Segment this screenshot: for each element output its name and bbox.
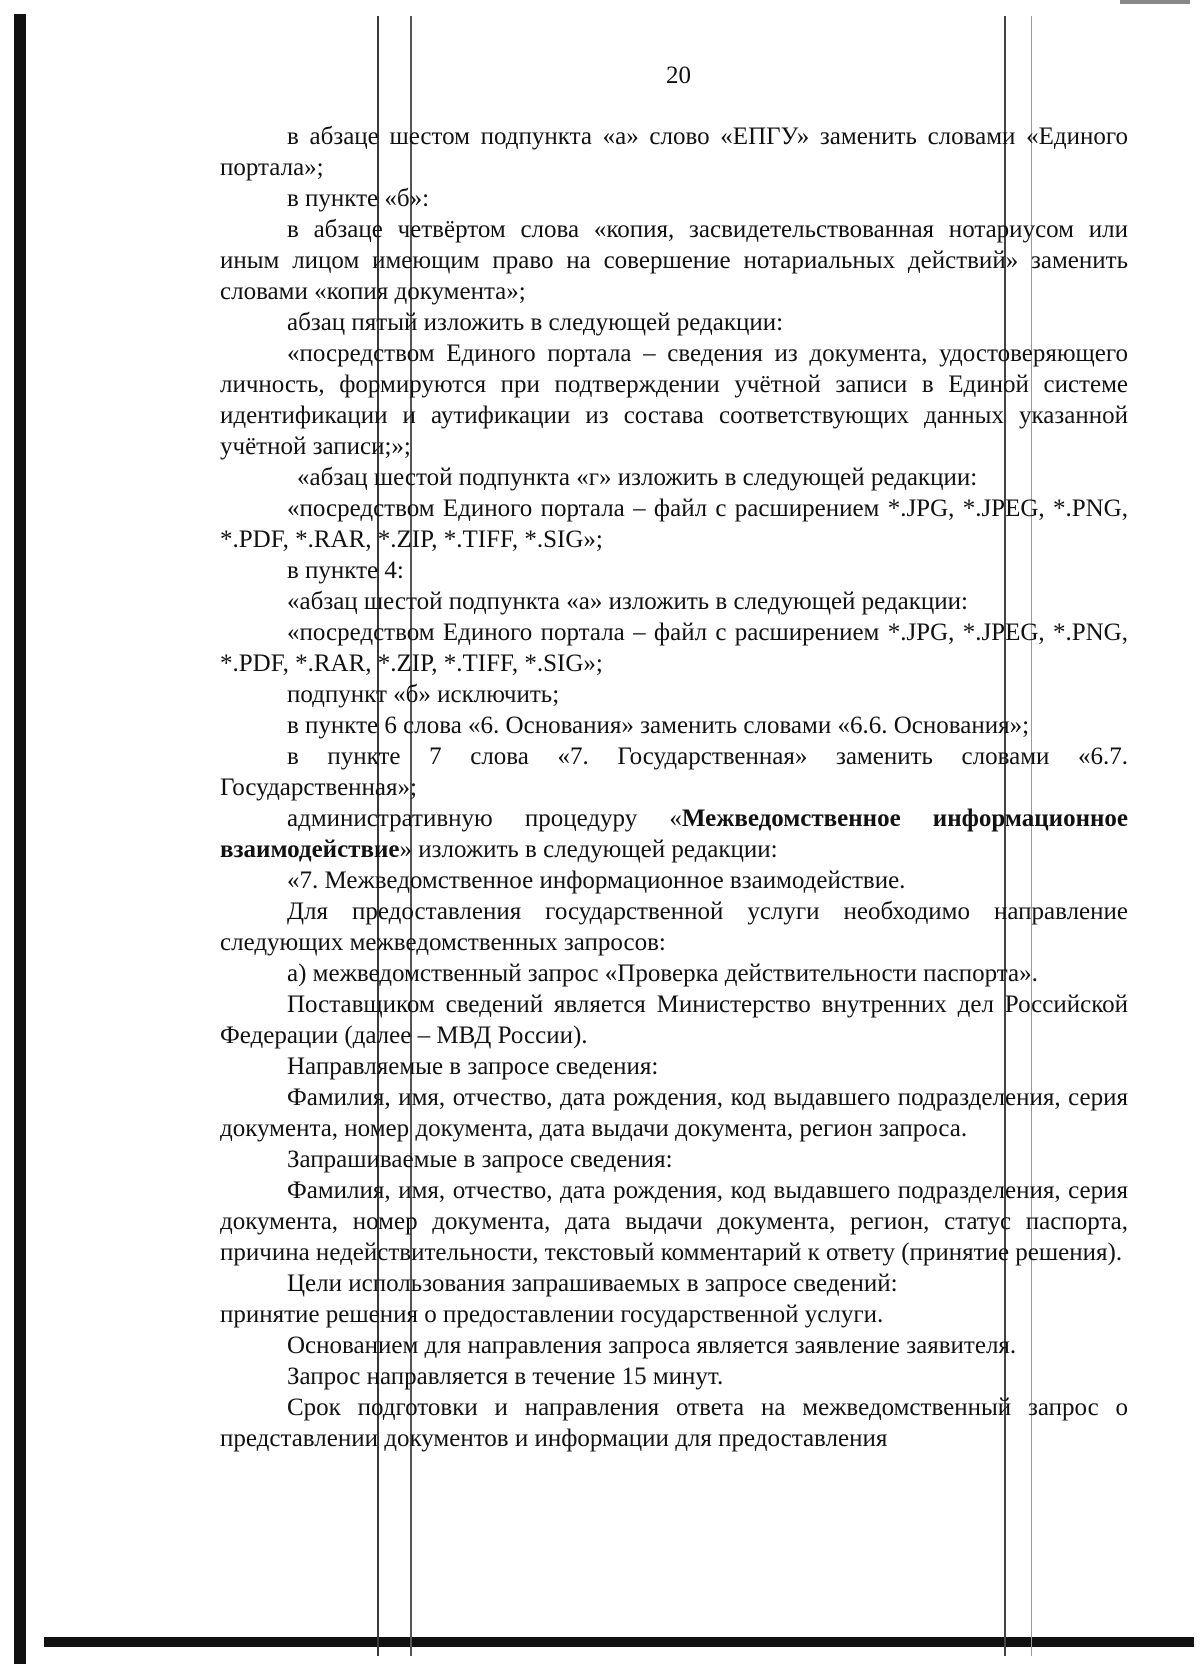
- bold-procedure-name: Межведомственное информационное взаимодействие: [220, 805, 1128, 863]
- paragraph-text: » изложить в следующей редакции:: [399, 836, 778, 863]
- scan-corner-mark: [1120, 0, 1190, 4]
- paragraph: «абзац шестой подпункта «а» изложить в следующей редакции:: [287, 588, 968, 615]
- paragraph: «7. Межведомственное информационное взаимодействие.: [287, 867, 906, 894]
- paragraph: «абзац шестой подпункта «г» изложить в следующей редакции:: [297, 464, 978, 491]
- paragraph: в пункте 4:: [287, 557, 404, 584]
- paragraph: Фамилия, имя, отчество, дата рождения, код выдавшего подразделения, серия документа, номер документа, дата выдачи документа, регион, статус паспорта, причина недействительности, текстовый комментарий к ответу (принятие решения).: [220, 1177, 1128, 1266]
- paragraph: в абзаце шестом подпункта «а» слово «ЕПГУ» заменить словами «Единого портала»;: [220, 123, 1128, 181]
- paragraph: подпункт «б» исключить;: [287, 681, 560, 708]
- paragraph: «посредством Единого портала – файл с расширением *.JPG, *.JPEG, *.PNG, *.PDF, *.RAR, *.ZIP, *.TIFF, *.SIG»;: [220, 619, 1128, 677]
- paragraph: Направляемые в запросе сведения:: [287, 1053, 659, 1080]
- paragraph: Фамилия, имя, отчество, дата рождения, код выдавшего подразделения, серия документа, номер документа, дата выдачи документа, регион запроса.: [220, 1084, 1128, 1142]
- paragraph-text: административную процедуру «: [287, 805, 682, 832]
- scan-left-edge: [14, 14, 26, 1664]
- page-number: 20: [666, 62, 691, 89]
- paragraph: Запрос направляется в течение 15 минут.: [287, 1363, 724, 1390]
- paragraph: в пункте 6 слова «6. Основания» заменить словами «6.6. Основания»;: [287, 712, 1030, 739]
- paragraph: Поставщиком сведений является Министерство внутренних дел Российской Федерации (далее – МВД России).: [220, 991, 1128, 1049]
- paragraph: абзац пятый изложить в следующей редакции:: [287, 309, 784, 336]
- paragraph: а) межведомственный запрос «Проверка действительности паспорта».: [287, 960, 1038, 987]
- paragraph: в пункте «б»:: [287, 185, 430, 212]
- scan-bottom-edge: [44, 1637, 1194, 1647]
- paragraph: Запрашиваемые в запросе сведения:: [287, 1146, 673, 1173]
- paragraph: Для предоставления государственной услуги необходимо направление следующих межведомственных запросов:: [220, 898, 1128, 956]
- paragraph: в абзаце четвёртом слова «копия, засвидетельствованная нотариусом или иным лицом имеющим право на совершение нотариальных действий» заменить словами «копия документа»;: [220, 216, 1128, 305]
- paragraph-with-bold: [220, 803, 1128, 865]
- paragraph: Основанием для направления запроса является заявление заявителя.: [287, 1332, 1017, 1359]
- paragraph: «посредством Единого портала – сведения из документа, удостоверяющего личность, формируются при подтверждении учётной записи в Единой системе идентификации и аутификации из состава соответствующих данных указанной учётной записи;»;: [220, 340, 1128, 460]
- paragraph: в пункте 7 слова «7. Государственная» заменить словами «6.7. Государственная»;: [220, 743, 1128, 801]
- paragraph: Цели использования запрашиваемых в запросе сведений:: [287, 1270, 898, 1297]
- document-body: [220, 121, 1128, 1454]
- paragraph: Срок подготовки и направления ответа на межведомственный запрос о представлении документов и информации для предоставления: [220, 1394, 1128, 1452]
- paragraph: «посредством Единого портала – файл с расширением *.JPG, *.JPEG, *.PNG, *.PDF, *.RAR, *.ZIP, *.TIFF, *.SIG»;: [220, 495, 1128, 553]
- paragraph: принятие решения о предоставлении государственной услуги.: [220, 1301, 884, 1328]
